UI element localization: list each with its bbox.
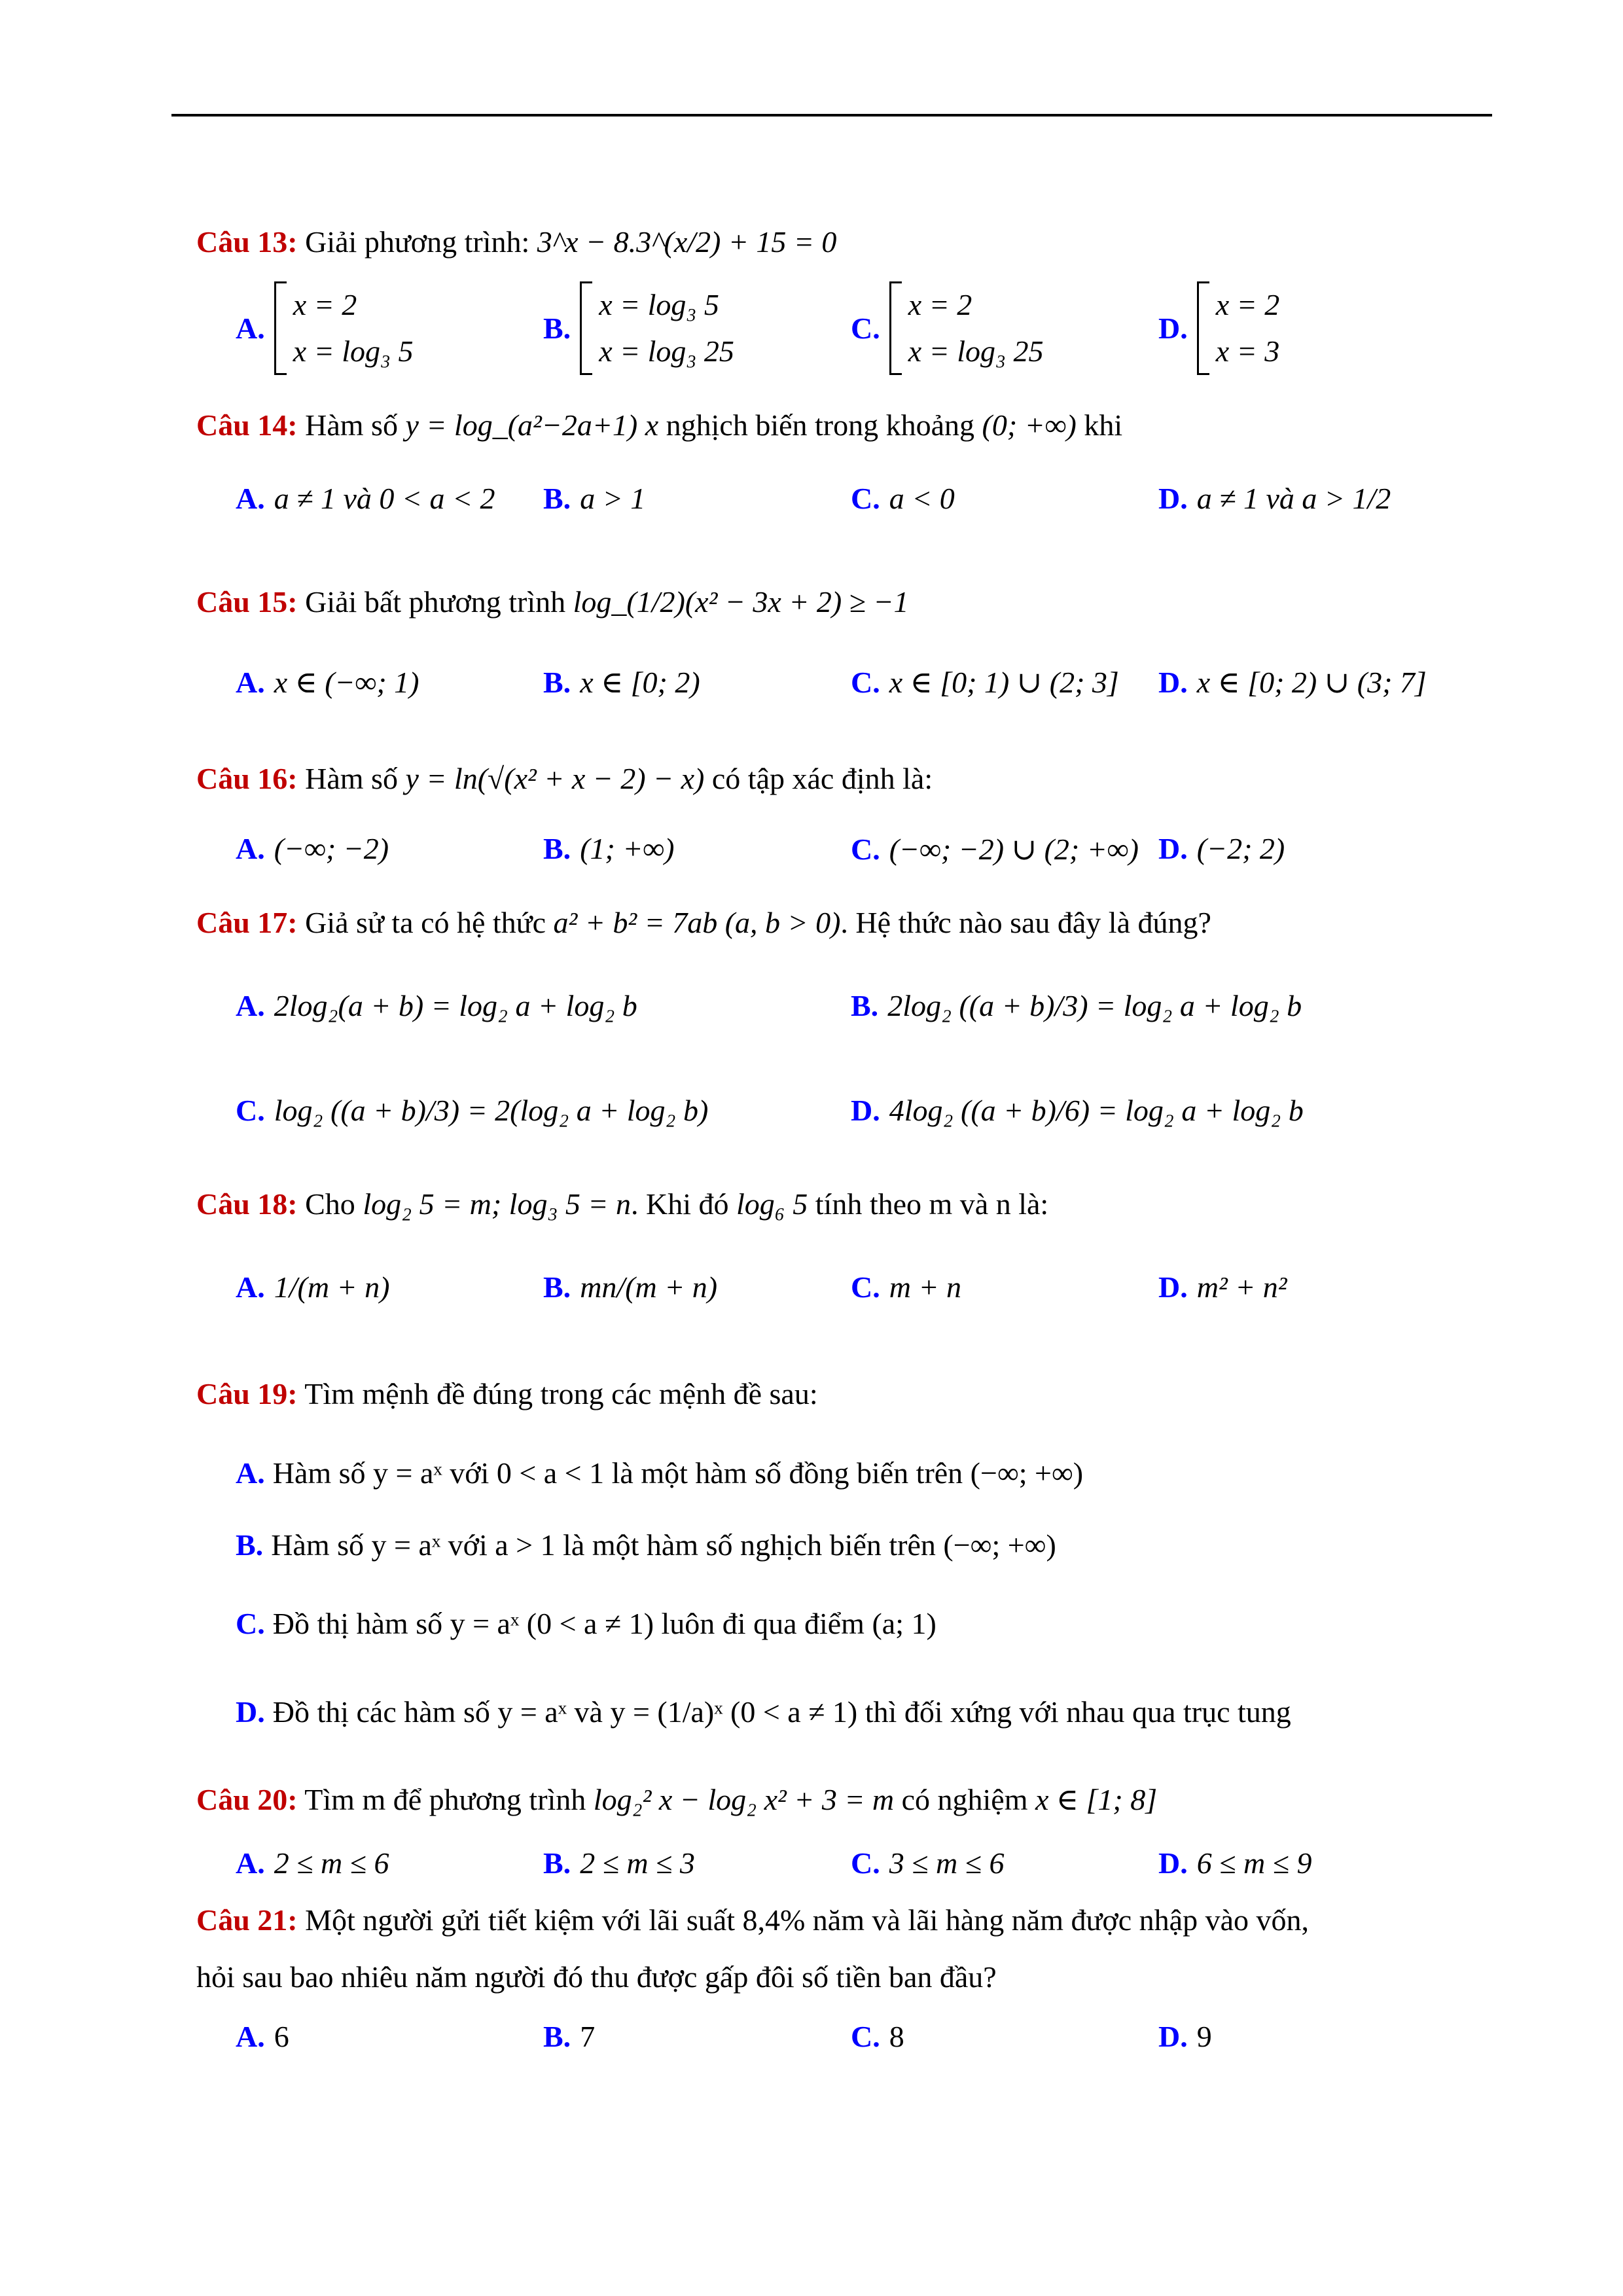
header-rule [171,114,1492,117]
question-label: Câu 14: [196,408,298,442]
option-d[interactable] [1158,1846,1311,1880]
option-text: mn/(m + n) [580,1270,718,1304]
option-d[interactable] [1158,2019,1212,2054]
option-text: 2 ≤ m ≤ 3 [580,1846,695,1880]
question-text: Giả sử ta có hệ thức [305,906,546,939]
option-b[interactable] [851,988,1302,1023]
option-c[interactable] [851,1270,961,1304]
option-d[interactable] [851,1093,1304,1128]
option-d[interactable] [1158,831,1285,866]
option-line: x = log₃ 25 [908,334,1044,368]
question-text: Một người gửi tiết kiệm với lãi suất 8,4% năm và lãi hàng năm được nhập vào vốn, [305,1903,1310,1937]
question-text: . Khi đó [630,1187,729,1221]
question-label: Câu 18: [196,1187,298,1221]
option-text: a > 1 [580,482,646,515]
option-label: C. [851,832,880,866]
option-label: D. [1158,665,1188,699]
question-label: Câu 20: [196,1783,298,1816]
option-label: A. [236,832,265,865]
question-16 [196,759,933,798]
option-text: Hàm số y = aˣ với 0 < a < 1 là một hàm số đồng biến trên (−∞; +∞) [272,1456,1084,1490]
option-text: Đồ thị hàm số y = aˣ (0 < a ≠ 1) luôn đi qua điểm (a; 1) [272,1606,936,1640]
option-text: a < 0 [889,482,955,515]
option-text: m² + n² [1196,1270,1287,1304]
option-text: x ∈ [0; 2) ∪ (3; 7] [1196,666,1427,699]
question-expr: log₂ 5 = m; log₃ 5 = n [363,1187,631,1221]
option-c[interactable] [851,1846,1004,1880]
option-text: 3 ≤ m ≤ 6 [889,1846,1005,1880]
option-d[interactable] [1158,281,1279,375]
option-text: x ∈ [0; 2) [580,666,700,699]
question-label: Câu 16: [196,762,298,795]
option-line: x = 3 [1215,334,1280,368]
option-text: x ∈ (−∞; 1) [274,666,419,699]
option-text: (1; +∞) [580,832,675,865]
q17-options [196,988,1479,1185]
option-text: log₂ ((a + b)/3) = 2(log₂ a + log₂ b) [274,1094,709,1127]
question-text: Hàm số [305,762,398,795]
option-label: A. [236,1270,265,1304]
q16-options [196,831,1479,884]
option-label: B. [543,1270,571,1304]
question-20 [196,1780,1157,1820]
option-b[interactable] [543,831,674,866]
option-label: A. [236,989,265,1022]
option-text: 2log₂(a + b) = log₂ a + log₂ b [274,989,637,1022]
option-a[interactable] [236,988,637,1023]
option-label: C. [851,482,880,515]
question-expr: a² + b² = 7ab (a, b > 0) [553,906,841,939]
question-expr: log₂² x − log₂ x² + 3 = m [593,1783,895,1816]
option-text: (−∞; −2) [274,832,389,865]
option-a[interactable] [236,481,495,516]
question-label: Câu 21: [196,1903,298,1937]
question-text: . Hệ thức nào sau đây là đúng? [840,906,1211,939]
option-d[interactable] [1158,481,1391,516]
question-expr: x ∈ [1; 8] [1035,1783,1158,1816]
question-expr: 3^x − 8.3^(x/2) + 15 = 0 [537,225,837,259]
question-17 [196,903,1211,942]
option-text: (−∞; −2) ∪ (2; +∞) [889,833,1139,866]
question-label: Câu 15: [196,585,298,619]
option-c[interactable] [851,2019,904,2054]
option-label: C. [851,2020,880,2053]
option-label: A. [236,2020,265,2053]
option-label: D. [1158,1270,1188,1304]
option-label: B. [543,482,571,515]
question-label: Câu 17: [196,906,298,939]
option-b[interactable] [543,1270,717,1304]
option-label: C. [851,311,880,345]
option-text: Đồ thị các hàm số y = aˣ và y = (1/a)ˣ (0 < a ≠ 1) thì đối xứng với nhau qua trục tung [272,1695,1291,1729]
option-label: A. [236,311,265,345]
option-label: D. [1158,482,1188,515]
option-label: A. [236,1456,265,1490]
option-line: x = 2 [1215,288,1280,321]
option-text: 1/(m + n) [274,1270,390,1304]
q21-options [196,2019,1479,2072]
question-interval: (0; +∞) [982,408,1077,442]
option-label: B. [543,2020,571,2053]
option-text: 6 ≤ m ≤ 9 [1196,1846,1312,1880]
question-14 [196,406,1122,445]
option-d[interactable] [236,1666,1479,1757]
question-text: khi [1084,408,1123,442]
question-expr: log₆ 5 [736,1187,808,1221]
option-label: C. [236,1094,265,1127]
question-text: Cho [305,1187,355,1221]
option-text: 4log₂ ((a + b)/6) = log₂ a + log₂ b [889,1094,1304,1127]
option-a[interactable] [236,831,389,866]
question-text: tính theo m và n là: [815,1187,1049,1221]
option-a[interactable] [236,281,413,375]
option-label: D. [236,1695,265,1729]
option-text: 7 [580,2020,596,2053]
option-label: B. [236,1528,264,1562]
option-label: D. [1158,1846,1188,1880]
option-text: 9 [1196,2020,1212,2053]
option-text: m + n [889,1270,961,1304]
option-line: x = 2 [293,288,357,321]
q15-options [196,664,1479,717]
option-c[interactable] [851,831,1139,867]
question-text: có tập xác định là: [711,762,933,795]
option-label: B. [543,665,571,699]
option-a[interactable] [236,1846,389,1880]
q20-options [196,1846,1479,1898]
question-text: nghịch biến trong khoảng [666,408,975,442]
option-b[interactable] [543,281,734,375]
option-label: D. [851,1094,880,1127]
option-b[interactable] [543,2019,595,2054]
option-text: 8 [889,2020,904,2053]
option-d[interactable] [1158,664,1427,700]
question-text: Tìm mệnh đề đúng trong các mệnh đề sau: [304,1377,818,1410]
question-text: Tìm m để phương trình [304,1783,586,1816]
option-text: x ∈ [0; 1) ∪ (2; 3] [889,666,1119,699]
option-label: D. [1158,832,1188,865]
question-21 [196,1892,1479,2006]
option-b[interactable] [543,481,645,516]
question-19 [196,1374,818,1414]
option-line: x = log₃ 5 [293,334,414,368]
option-c[interactable] [236,1093,708,1128]
question-18 [196,1185,1048,1224]
option-line: x = log₃ 25 [599,334,734,368]
option-label: A. [236,1846,265,1880]
question-text: có nghiệm [901,1783,1028,1816]
option-c[interactable] [851,281,1043,375]
option-text: a ≠ 1 và 0 < a < 2 [274,482,495,515]
question-expr: y = ln(√(x² + x − 2) − x) [405,762,705,795]
option-label: A. [236,482,265,515]
question-text: Hàm số [305,408,398,442]
question-expr: log_(1/2)(x² − 3x + 2) ≥ −1 [573,585,909,619]
option-label: C. [851,665,880,699]
q13-options [196,281,1479,386]
question-label: Câu 19: [196,1377,298,1410]
option-c[interactable] [851,664,1119,700]
option-label: B. [543,832,571,865]
question-expr: y = log_(a²−2a+1) x [405,408,659,442]
question-15 [196,583,908,622]
option-label: C. [851,1270,880,1304]
option-a[interactable] [236,1270,389,1304]
option-b[interactable] [543,1846,695,1880]
option-text: 2 ≤ m ≤ 6 [274,1846,389,1880]
option-b[interactable] [236,1509,1479,1581]
question-label: Câu 13: [196,225,298,259]
option-label: C. [851,1846,880,1880]
q14-options [196,481,1479,533]
question-text: Giải phương trình: [305,225,530,259]
option-a[interactable] [236,664,419,700]
option-c[interactable] [851,481,955,516]
option-text: a ≠ 1 và a > 1/2 [1196,482,1391,515]
option-b[interactable] [543,664,700,700]
option-text: (−2; 2) [1196,832,1285,865]
option-label: A. [236,665,265,699]
option-label: D. [1158,2020,1188,2053]
q18-options [196,1270,1479,1335]
question-13 [196,223,836,262]
option-d[interactable] [1158,1270,1287,1304]
option-a[interactable] [236,2019,289,2054]
option-a[interactable] [236,1437,1479,1509]
option-line: x = 2 [908,288,972,321]
option-label: C. [236,1606,265,1640]
option-c[interactable] [236,1581,1479,1666]
option-label: D. [1158,311,1188,345]
option-label: B. [851,989,879,1022]
option-text: 2log₂ ((a + b)/3) = log₂ a + log₂ b [887,989,1302,1022]
q19-options [236,1437,1479,1757]
option-line: x = log₃ 5 [599,288,719,321]
option-label: B. [543,311,571,345]
question-text: hỏi sau bao nhiêu năm người đó thu được gấp đôi số tiền ban đầu? [196,1960,997,1994]
option-label: B. [543,1846,571,1880]
option-text: 6 [274,2020,289,2053]
question-text: Giải bất phương trình [305,585,566,619]
option-text: Hàm số y = aˣ với a > 1 là một hàm số nghịch biến trên (−∞; +∞) [271,1528,1056,1562]
